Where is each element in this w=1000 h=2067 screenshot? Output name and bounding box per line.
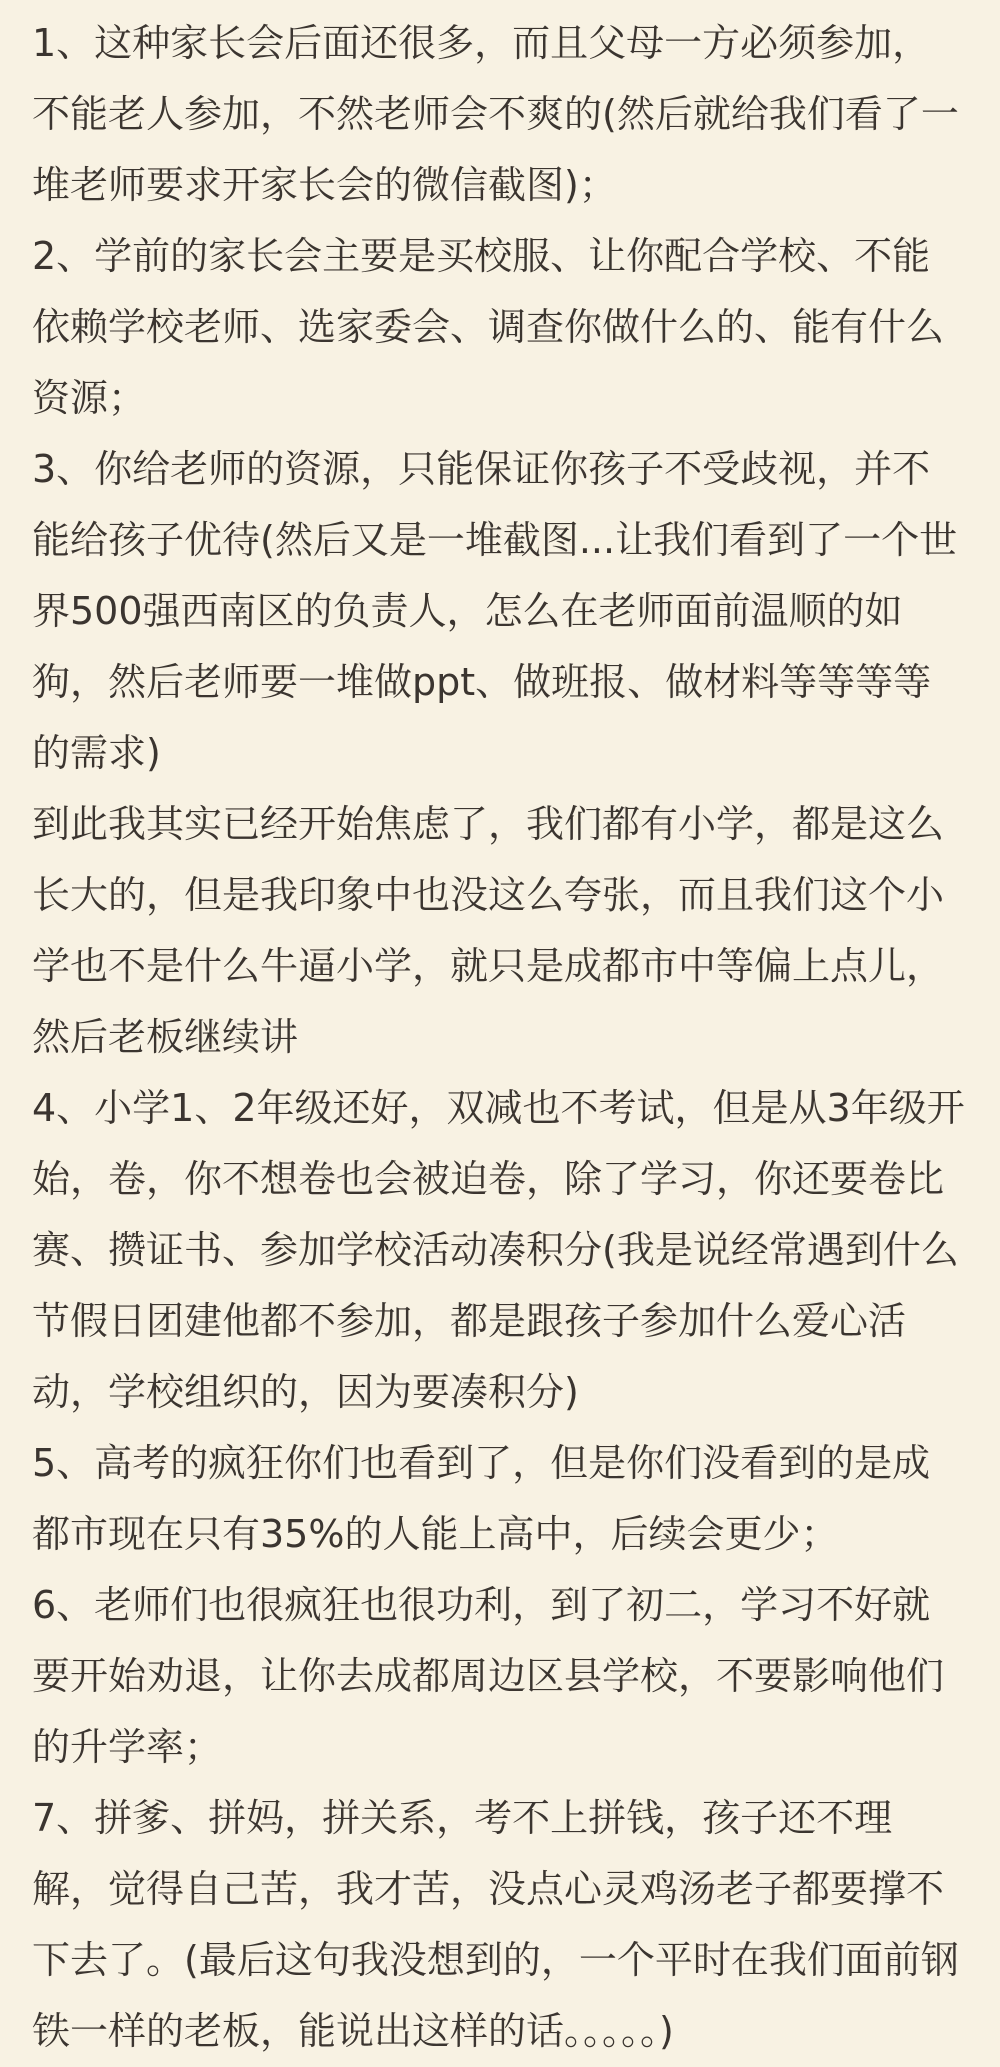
text-line: 长大的，但是我印象中也没这么夸张，而且我们这个小 [32,873,945,917]
text-line: 6、老师们也很疯狂也很功利，到了初二，学习不好就 [32,1583,931,1627]
text-line: 界500强西南区的负责人，怎么在老师面前温顺的如 [32,589,903,633]
article-text [32,8,972,2067]
text-line: 赛、攒证书、参加学校活动凑积分(我是说经常遇到什么 [32,1228,959,1272]
text-line: 狗，然后老师要一堆做ppt、做班报、做材料等等等等 [32,660,932,704]
text-line: 的需求) [32,731,161,775]
text-line: 节假日团建他都不参加，都是跟孩子参加什么爱心活 [32,1299,907,1343]
text-line: 始，卷，你不想卷也会被迫卷，除了学习，你还要卷比 [32,1157,945,1201]
text-line: 动，学校组织的，因为要凑积分) [32,1370,579,1414]
text-line: 7、拼爹、拼妈，拼关系，考不上拼钱，孩子还不理 [32,1796,893,1840]
text-line: 都市现在只有35%的人能上高中，后续会更少； [32,1512,839,1556]
text-line: 2、学前的家长会主要是买校服、让你配合学校、不能 [32,234,931,278]
text-line: 解，觉得自己苦，我才苦，没点心灵鸡汤老子都要撑不 [32,1867,945,1911]
text-line: 3、你给老师的资源，只能保证你孩子不受歧视，并不 [32,447,931,491]
text-line: 不能老人参加，不然老师会不爽的(然后就给我们看了一 [32,92,959,136]
text-line: 1、这种家长会后面还很多，而且父母一方必须参加， [32,21,931,65]
text-line: 4、小学1、2年级还好，双减也不考试，但是从3年级开 [32,1086,965,1130]
text-line: 5、高考的疯狂你们也看到了，但是你们没看到的是成 [32,1441,931,1485]
text-line: 下去了。(最后这句我没想到的，一个平时在我们面前钢 [32,1938,959,1982]
text-line: 资源； [32,376,147,420]
text-line: 学也不是什么牛逼小学，就只是成都市中等偏上点儿， [32,944,945,988]
text-line: 能给孩子优待(然后又是一堆截图...让我们看到了一个世 [32,518,958,562]
text-line: 要开始劝退，让你去成都周边区县学校，不要影响他们 [32,1654,945,1698]
text-line: 堆老师要求开家长会的微信截图)； [32,163,617,207]
text-line: 然后老板继续讲 [32,1015,299,1059]
text-line: 到此我其实已经开始焦虑了，我们都有小学，都是这么 [32,802,945,846]
text-line: 依赖学校老师、选家委会、调查你做什么的、能有什么 [32,305,945,349]
text-line: 的升学率； [32,1725,223,1769]
text-line: 铁一样的老板，能说出这样的话。。。。。) [32,2009,674,2053]
